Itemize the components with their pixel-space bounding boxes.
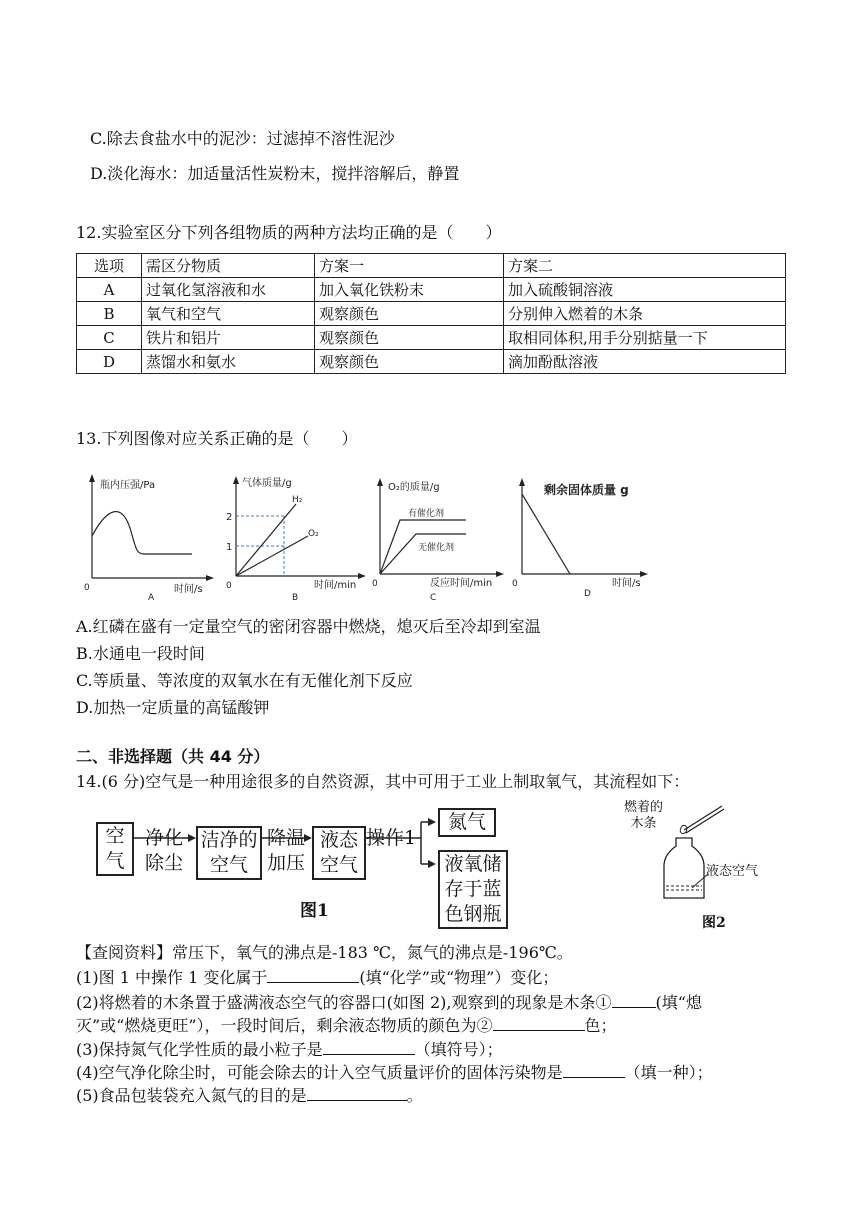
x-axis-arrow bbox=[358, 573, 366, 579]
chart-d bbox=[508, 470, 658, 600]
y-axis-arrow bbox=[377, 478, 383, 486]
x-axis-label: 时间/min bbox=[314, 580, 357, 591]
table-cell: 加入硫酸铜溶液 bbox=[504, 278, 786, 302]
fig2-caption: 图2 bbox=[702, 915, 726, 931]
q14-sub3: (3)保持氮气化学性质的最小粒子是 （填符号）； bbox=[76, 1040, 503, 1059]
flow-step-operation1: 操作1 bbox=[366, 827, 417, 849]
table-cell: 观察颜色 bbox=[315, 302, 504, 326]
flow-step-purify: 净化 除尘 bbox=[144, 827, 183, 874]
y-axis-arrow bbox=[519, 478, 525, 486]
table-cell: 铁片和铝片 bbox=[142, 326, 315, 350]
table-cell: C bbox=[77, 326, 142, 350]
q11-option-c: C.除去食盐水中的泥沙：过滤掉不溶性泥沙 bbox=[90, 129, 395, 148]
y-axis-arrow bbox=[233, 476, 239, 484]
o2-line bbox=[236, 536, 308, 576]
table-cell: 加入氧化铁粉末 bbox=[315, 278, 504, 302]
table-header: 需区分物质 bbox=[142, 254, 315, 278]
origin-label: 0 bbox=[226, 581, 232, 591]
table-cell: B bbox=[77, 302, 142, 326]
table-cell: 氧气和空气 bbox=[142, 302, 315, 326]
remaining-solid-line bbox=[522, 494, 570, 574]
x-axis-arrow bbox=[206, 575, 214, 581]
y-axis-label: 瓶内压强/Pa bbox=[100, 480, 156, 491]
answer-blank[interactable] bbox=[563, 1063, 625, 1078]
x-axis-label: 时间/s bbox=[174, 584, 203, 595]
x-axis-arrow bbox=[496, 571, 504, 577]
x-axis-arrow bbox=[640, 571, 648, 577]
fig2-label-liquid-air: 液态空气 bbox=[706, 864, 759, 879]
answer-blank[interactable] bbox=[267, 968, 359, 983]
table-cell: D bbox=[77, 350, 142, 374]
tick-label: 1 bbox=[226, 542, 233, 553]
q12-table bbox=[76, 253, 786, 374]
stick bbox=[684, 806, 722, 830]
chart-c bbox=[370, 470, 510, 600]
table-cell: 取相同体积,用手分别掂量一下 bbox=[504, 326, 786, 350]
origin-label: 0 bbox=[372, 579, 378, 589]
table-cell: 蒸馏水和氨水 bbox=[142, 350, 315, 374]
series-label-h2: H₂ bbox=[292, 495, 303, 505]
chart-a bbox=[78, 470, 218, 600]
table-row bbox=[77, 350, 786, 374]
fig1-caption: 图1 bbox=[300, 901, 329, 921]
q14-sub2: (2)将燃着的木条置于盛满液态空气的容器口(如图 2),观察到的现象是木条① (填“熄 bbox=[76, 993, 702, 1012]
series-label-no-catalyst: 无催化剂 bbox=[418, 543, 455, 553]
flask bbox=[664, 838, 704, 898]
chart-letter: D bbox=[584, 589, 591, 599]
q13-option-a: A.红磷在盛有一定量空气的密闭容器中燃烧，熄灭后至冷却到室温 bbox=[76, 617, 541, 636]
y-axis-arrow bbox=[89, 474, 95, 482]
flow-box-liquid-air: 液态 空气 bbox=[312, 826, 366, 880]
answer-blank[interactable] bbox=[323, 1040, 415, 1055]
flow-box-liquid-oxygen: 液氧储 存于蓝 色钢瓶 bbox=[438, 850, 508, 929]
chart-letter: A bbox=[148, 593, 155, 600]
chart-letter: C bbox=[430, 593, 437, 600]
flow-box-air: 空 气 bbox=[96, 822, 134, 876]
origin-label: 0 bbox=[512, 579, 518, 589]
x-axis-label: 时间/s bbox=[612, 578, 641, 589]
series-label-o2: O₂ bbox=[308, 529, 319, 539]
q13-option-d: D.加热一定质量的高锰酸钾 bbox=[76, 698, 270, 717]
y-axis-label: 剩余固体质量 g bbox=[544, 483, 629, 497]
q11-option-d: D.淡化海水：加适量活性炭粉末，搅拌溶解后，静置 bbox=[90, 164, 460, 183]
h2-line bbox=[236, 504, 296, 576]
table-cell: A bbox=[77, 278, 142, 302]
table-header: 方案二 bbox=[504, 254, 786, 278]
q14-stem: 14.(6 分)空气是一种用途很多的自然资源，其中可用于工业上制取氧气，其流程如下： bbox=[76, 772, 690, 791]
table-cell: 滴加酚酞溶液 bbox=[504, 350, 786, 374]
table-header: 选项 bbox=[77, 254, 142, 278]
fig2-label-stick: 燃着的 木条 bbox=[624, 800, 664, 831]
q13-option-c: C.等质量、等浓度的双氧水在有无催化剂下反应 bbox=[76, 671, 413, 690]
q13-option-b: B.水通电一段时间 bbox=[76, 644, 205, 663]
answer-blank[interactable] bbox=[307, 1086, 407, 1101]
q13-stem: 13.下列图像对应关系正确的是（ ） bbox=[76, 429, 358, 448]
table-cell: 分别伸入燃着的木条 bbox=[504, 302, 786, 326]
table-header-row bbox=[77, 254, 786, 278]
flow-step-cool-compress: 降温 加压 bbox=[266, 827, 305, 874]
info-text: 【查阅资料】常压下，氧气的沸点是-183 ℃，氮气的沸点是-196℃。 bbox=[76, 943, 573, 962]
flow-box-nitrogen: 氮气 bbox=[438, 808, 496, 837]
flow-box-clean-air: 洁净的 空气 bbox=[196, 826, 262, 880]
q14-sub4: (4)空气净化除尘时，可能会除去的计入空气质量评价的固体污染物是 （填一种）； bbox=[76, 1063, 713, 1082]
q14-sub5: (5)食品包装袋充入氮气的目的是 。 bbox=[76, 1086, 423, 1105]
answer-blank[interactable] bbox=[493, 1016, 585, 1031]
tick-label: 2 bbox=[226, 512, 233, 523]
chart-b bbox=[222, 470, 372, 600]
table-header: 方案一 bbox=[315, 254, 504, 278]
section-title: 二、非选择题（共 44 分） bbox=[76, 747, 270, 766]
table-cell: 过氧化氢溶液和水 bbox=[142, 278, 315, 302]
answer-blank[interactable] bbox=[612, 993, 656, 1008]
x-axis-label: 反应时间/min bbox=[430, 578, 493, 589]
y-axis-label: 气体质量/g bbox=[242, 478, 292, 489]
table-row bbox=[77, 302, 786, 326]
table-row bbox=[77, 278, 786, 302]
series-label-catalyst: 有催化剂 bbox=[408, 509, 445, 519]
y-axis-label: O₂的质量/g bbox=[388, 482, 440, 493]
table-cell: 观察颜色 bbox=[315, 350, 504, 374]
q14-sub1: (1)图 1 中操作 1 变化属于 (填“化学”或“物理”）变化； bbox=[76, 968, 559, 987]
table-row bbox=[77, 326, 786, 350]
chart-letter: B bbox=[292, 593, 299, 600]
table-cell: 观察颜色 bbox=[315, 326, 504, 350]
q12-stem: 12.实验室区分下列各组物质的两种方法均正确的是（ ） bbox=[76, 223, 502, 242]
pressure-curve bbox=[92, 512, 192, 554]
q14-sub2-cont: 灭”或“燃烧更旺”），一段时间后，剩余液态物质的颜色为② 色； bbox=[76, 1016, 617, 1035]
origin-label: 0 bbox=[84, 583, 90, 593]
